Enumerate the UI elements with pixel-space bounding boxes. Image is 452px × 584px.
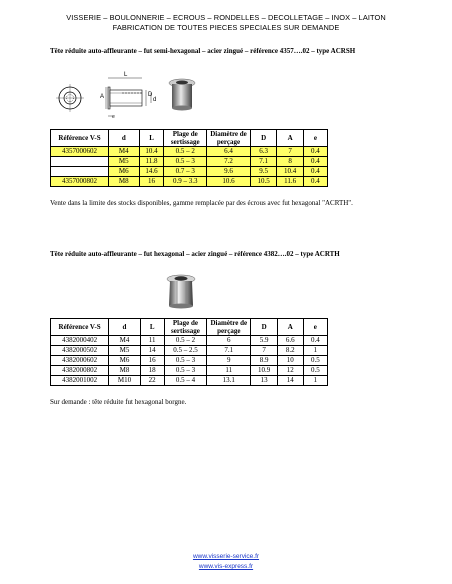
col-header-D: D xyxy=(251,319,278,336)
cell-L: 10.4 xyxy=(139,147,164,157)
cell-A: 7 xyxy=(277,147,303,157)
dim-label-L: L xyxy=(124,72,128,78)
dim-label-e: e xyxy=(112,114,115,120)
cell-plage: 0.7 – 3 xyxy=(164,167,207,177)
section1-title: Tête réduite auto-affleurante – fut semi-hexagonal – acier zingué – référence 4357….02 – type ACRSH xyxy=(50,47,356,55)
cell-D: 13 xyxy=(251,376,278,386)
cell-d: M4 xyxy=(109,147,140,157)
col-header-L: L xyxy=(139,130,164,147)
col-header-d: d xyxy=(109,130,140,147)
cell-diam: 10.6 xyxy=(207,177,251,187)
table-row xyxy=(51,336,328,346)
cell-e: 0.4 xyxy=(303,167,327,177)
cell-plage: 0.5 – 3 xyxy=(164,157,207,167)
cell-A: 10.4 xyxy=(277,167,303,177)
cell-L: 11.8 xyxy=(139,157,164,167)
cell-D: 5.9 xyxy=(251,336,278,346)
cell-diam: 9.6 xyxy=(207,167,251,177)
section2-title: Tête réduite auto-affleurante – fut hexagonal – acier zingué – référence 4382….02 – type ACRTH xyxy=(50,250,340,258)
cell-plage: 0.9 – 3.3 xyxy=(164,177,207,187)
cell-d: M6 xyxy=(109,167,140,177)
cell-ref xyxy=(51,167,109,177)
cell-plage: 0.5 – 2 xyxy=(164,147,207,157)
cell-A: 10 xyxy=(277,356,303,366)
cell-plage: 0.5 – 3 xyxy=(164,366,207,376)
cell-e: 0.4 xyxy=(303,336,327,346)
cell-ref: 4382000402 xyxy=(51,336,109,346)
cell-D: 8.9 xyxy=(251,356,278,366)
cell-plage: 0.5 – 4 xyxy=(164,376,207,386)
cell-d: M4 xyxy=(109,336,141,346)
cell-plage: 0.5 – 2.5 xyxy=(164,346,207,356)
col-header-ref: Référence V-S xyxy=(51,319,109,336)
cell-e: 0.5 xyxy=(303,356,327,366)
cell-D: 10.5 xyxy=(250,177,276,187)
col-header-A: A xyxy=(277,319,303,336)
footer-link-visserie-service[interactable]: www.visserie-service.fr xyxy=(192,553,260,560)
cell-e: 0.4 xyxy=(303,147,327,157)
cell-L: 11 xyxy=(140,336,164,346)
cell-e: 0.5 xyxy=(303,366,327,376)
cell-D: 10.9 xyxy=(251,366,278,376)
cell-d: M5 xyxy=(109,157,140,167)
cell-A: 8 xyxy=(277,157,303,167)
cell-ref: 4382000502 xyxy=(51,346,109,356)
header-line-2: FABRICATION DE TOUTES PIECES SPECIALES SUR DEMANDE xyxy=(112,23,340,32)
dim-label-D: D xyxy=(148,92,153,98)
table-row xyxy=(51,376,328,386)
cell-e: 0.4 xyxy=(303,177,327,187)
cell-plage: 0.5 – 3 xyxy=(164,356,207,366)
cell-ref xyxy=(51,157,109,167)
table-header-row xyxy=(51,319,328,336)
col-header-diam: Diamètre de perçage xyxy=(207,319,251,336)
acrsh-drawing-figure xyxy=(50,72,160,124)
acrsh-product-photo xyxy=(162,76,202,112)
acrth-product-photo xyxy=(160,272,202,312)
col-header-A: A xyxy=(277,130,303,147)
col-header-d: d xyxy=(109,319,141,336)
table-header-row xyxy=(51,130,328,147)
cell-D: 7 xyxy=(251,346,278,356)
section1-note: Vente dans la limite des stocks disponibles, gamme remplacée par des écrous avec fut hexagonal "ACRTH". xyxy=(50,199,353,207)
table-row xyxy=(51,167,328,177)
acrsh-spec-table xyxy=(50,129,328,187)
cell-diam: 11 xyxy=(207,366,251,376)
cell-L: 14 xyxy=(140,346,164,356)
cell-diam: 6.4 xyxy=(207,147,251,157)
cell-L: 16 xyxy=(139,177,164,187)
col-header-diam: Diamètre de perçage xyxy=(207,130,251,147)
col-header-plage: Plage de sertissage xyxy=(164,319,207,336)
cell-A: 11.6 xyxy=(277,177,303,187)
header-line-1: VISSERIE – BOULONNERIE – ECROUS – RONDELLES – DECOLLETAGE – INOX – LAITON xyxy=(66,13,386,22)
cell-diam: 7.2 xyxy=(207,157,251,167)
dim-label-A: A xyxy=(100,94,105,100)
col-header-e: e xyxy=(303,319,327,336)
cell-d: M6 xyxy=(109,356,141,366)
table-row xyxy=(51,356,328,366)
cell-L: 22 xyxy=(140,376,164,386)
cell-e: 1 xyxy=(303,376,327,386)
cell-e: 0.4 xyxy=(303,157,327,167)
section2-note: Sur demande : tête réduite fut hexagonal borgne. xyxy=(50,398,187,406)
col-header-D: D xyxy=(250,130,276,147)
cell-d: M8 xyxy=(109,366,141,376)
cell-diam: 13.1 xyxy=(207,376,251,386)
cell-A: 6.6 xyxy=(277,336,303,346)
cell-diam: 9 xyxy=(207,356,251,366)
acrth-spec-table xyxy=(50,318,328,386)
cell-diam: 7.1 xyxy=(207,346,251,356)
footer-link-vis-express[interactable]: www.vis-express.fr xyxy=(198,563,254,570)
cell-L: 18 xyxy=(140,366,164,376)
cell-ref: 4382000802 xyxy=(51,366,109,376)
cell-A: 14 xyxy=(277,376,303,386)
cell-ref: 4357000602 xyxy=(51,147,109,157)
col-header-L: L xyxy=(140,319,164,336)
table-row xyxy=(51,346,328,356)
cell-d: M10 xyxy=(109,376,141,386)
dim-label-d: d xyxy=(153,97,157,103)
cell-ref: 4382000602 xyxy=(51,356,109,366)
cell-A: 8.2 xyxy=(277,346,303,356)
cell-ref: 4357000802 xyxy=(51,177,109,187)
table-row xyxy=(51,177,328,187)
cell-e: 1 xyxy=(303,346,327,356)
cell-plage: 0.5 – 2 xyxy=(164,336,207,346)
cell-d: M8 xyxy=(109,177,140,187)
cell-diam: 6 xyxy=(207,336,251,346)
table-row xyxy=(51,366,328,376)
table-row xyxy=(51,157,328,167)
cell-A: 12 xyxy=(277,366,303,376)
cell-d: M5 xyxy=(109,346,141,356)
table-row xyxy=(51,147,328,157)
col-header-ref: Référence V-S xyxy=(51,130,109,147)
cell-D: 7.1 xyxy=(250,157,276,167)
cell-D: 9.5 xyxy=(250,167,276,177)
cell-L: 16 xyxy=(140,356,164,366)
cell-L: 14.6 xyxy=(139,167,164,177)
col-header-plage: Plage de sertissage xyxy=(164,130,207,147)
cell-ref: 4382001002 xyxy=(51,376,109,386)
col-header-e: e xyxy=(303,130,327,147)
cell-D: 6.3 xyxy=(250,147,276,157)
